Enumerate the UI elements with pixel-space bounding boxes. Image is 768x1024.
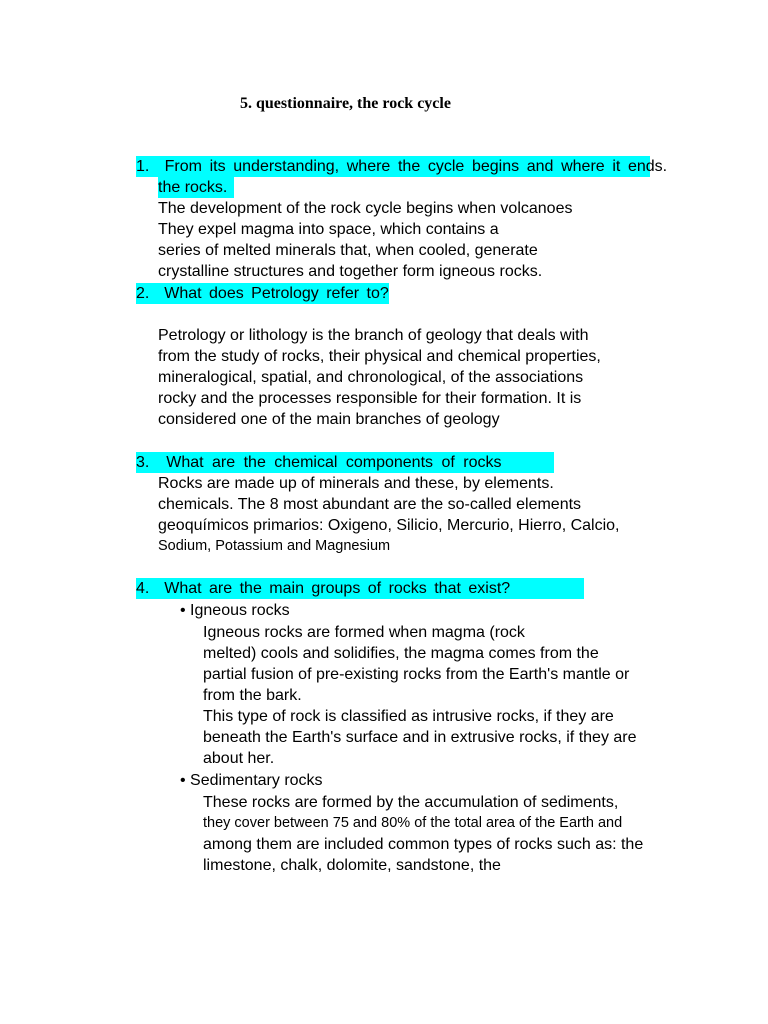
- question-3-text: 3. What are the chemical components of rocks: [136, 454, 502, 471]
- group-heading-sedimentary: • Sedimentary rocks: [180, 772, 323, 789]
- answer-3-line: Rocks are made up of minerals and these, by elements.: [158, 475, 554, 492]
- igneous-line: This type of rock is classified as intrusive rocks, if they are: [203, 708, 614, 725]
- page-title: 5. questionnaire, the rock cycle: [240, 95, 451, 112]
- igneous-line: melted) cools and solidifies, the magma comes from the: [203, 645, 599, 662]
- answer-3-line: geoquímicos primarios: Oxigeno, Silicio, Mercurio, Hierro, Calcio,: [158, 517, 620, 534]
- answer-2-line: Petrology or lithology is the branch of geology that deals with: [158, 327, 589, 344]
- answer-3-line: Sodium, Potassium and Magnesium: [158, 538, 391, 554]
- igneous-line: from the bark.: [203, 687, 302, 704]
- question-2-text: 2. What does Petrology refer to?: [136, 285, 389, 302]
- sedimentary-line: These rocks are formed by the accumulation of sediments,: [203, 794, 619, 811]
- answer-1-line: series of melted minerals that, when cooled, generate: [158, 242, 538, 259]
- question-1-text-cont: the rocks.: [158, 179, 228, 196]
- question-1-text: 1. From its understanding, where the cycle begins and where it ends.: [136, 158, 668, 175]
- answer-1-line: They expel magma into space, which contains a: [158, 221, 499, 238]
- answer-1-line: The development of the rock cycle begins when volcanoes: [158, 200, 573, 217]
- sedimentary-line: among them are included common types of rocks such as: the: [203, 836, 644, 853]
- igneous-line: about her.: [203, 750, 275, 767]
- answer-1-line: crystalline structures and together form igneous rocks.: [158, 263, 543, 280]
- sedimentary-line: they cover between 75 and 80% of the total area of the Earth and: [203, 815, 623, 831]
- answer-3-line: chemicals. The 8 most abundant are the so-called elements: [158, 496, 582, 513]
- answer-2-line: mineralogical, spatial, and chronological, of the associations: [158, 369, 584, 386]
- answer-2-line: considered one of the main branches of geology: [158, 411, 500, 428]
- igneous-line: partial fusion of pre-existing rocks from the Earth's mantle or: [203, 666, 630, 683]
- group-heading-igneous: • Igneous rocks: [180, 602, 290, 619]
- answer-2-line: from the study of rocks, their physical and chemical properties,: [158, 348, 601, 365]
- igneous-line: beneath the Earth's surface and in extrusive rocks, if they are: [203, 729, 637, 746]
- sedimentary-line: limestone, chalk, dolomite, sandstone, the: [203, 857, 501, 874]
- igneous-line: Igneous rocks are formed when magma (rock: [203, 624, 525, 641]
- question-4-text: 4. What are the main groups of rocks that exist?: [136, 580, 511, 597]
- answer-2-line: rocky and the processes responsible for their formation. It is: [158, 390, 582, 407]
